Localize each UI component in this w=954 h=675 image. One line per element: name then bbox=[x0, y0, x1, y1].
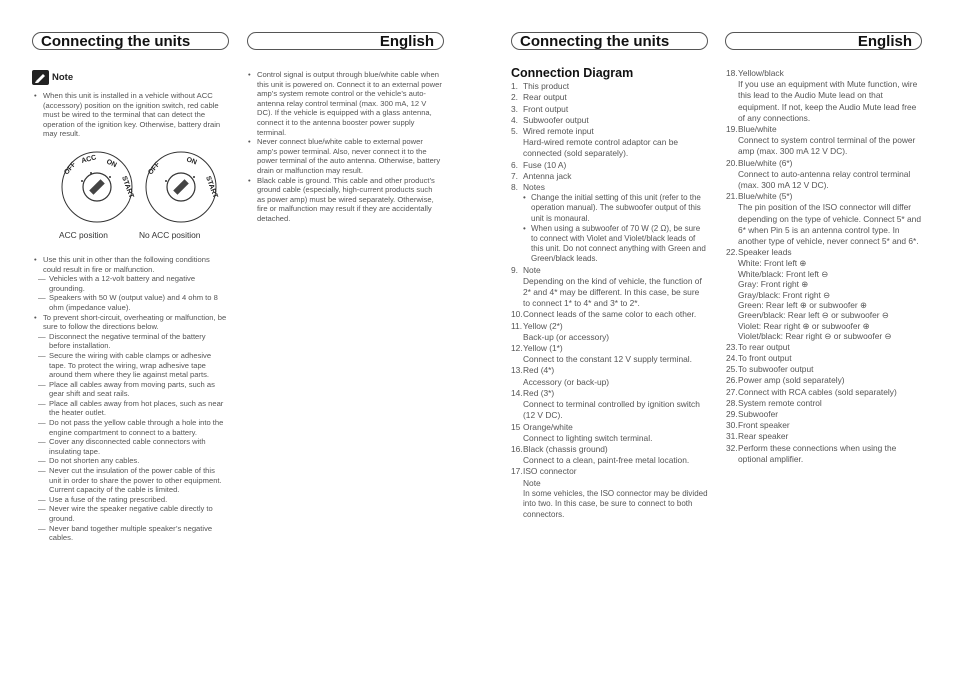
text-fragment: Yellow/black bbox=[738, 68, 784, 78]
diagram-item-sub: Accessory (or back-up) bbox=[523, 376, 610, 387]
text-fragment: 22. bbox=[726, 247, 738, 258]
key-label-on: ON bbox=[185, 156, 198, 167]
diagram-item bbox=[726, 375, 923, 386]
diagram-item bbox=[726, 124, 923, 135]
text-fragment: 1. bbox=[511, 81, 518, 92]
text-fragment: Front speaker bbox=[738, 420, 790, 431]
note-dash: — Never cut the insulation of the power cable of this unit in order to share the power to other equipment. Current capacity of the cable is limited. bbox=[34, 466, 229, 495]
diagram-item bbox=[726, 342, 923, 353]
diagram-item bbox=[511, 126, 708, 137]
note-dash: — Cover any disconnected cable connectors with insulating tape. bbox=[34, 437, 229, 456]
language-label: English bbox=[857, 33, 912, 50]
key-label-acc: ACC bbox=[80, 154, 98, 165]
text-fragment: Front output bbox=[523, 103, 569, 114]
text-fragment: Note bbox=[523, 264, 541, 275]
text-fragment: 16. bbox=[511, 443, 523, 454]
text-fragment: 8. bbox=[511, 182, 518, 193]
text-fragment: 13. bbox=[511, 365, 523, 376]
diagram-item bbox=[511, 388, 708, 399]
note-dash: — Disconnect the negative terminal of the battery before installation. bbox=[34, 332, 229, 351]
key-label-on: ON bbox=[105, 158, 118, 170]
diagram-item bbox=[726, 68, 923, 79]
text-fragment: Red (3*) bbox=[523, 387, 555, 398]
diagram-item-sub: Connect to auto-antenna relay control terminal (max. 300 mA 12 V DC). bbox=[738, 168, 911, 191]
diagram-item bbox=[511, 343, 708, 354]
text-fragment: To front output bbox=[738, 352, 792, 363]
speaker-lead: Gray: Front right ⊕ bbox=[738, 279, 809, 290]
text-fragment: 15 bbox=[511, 421, 521, 432]
speaker-lead: White: Front left ⊕ bbox=[738, 258, 807, 269]
text-fragment: 7. bbox=[511, 170, 518, 181]
text-fragment: 24. bbox=[726, 352, 738, 363]
header-bar-left-lang bbox=[247, 32, 444, 50]
language-label: English bbox=[379, 33, 434, 50]
diagram-item bbox=[511, 466, 708, 477]
text-fragment: System remote control bbox=[738, 397, 822, 408]
diagram-item bbox=[511, 182, 708, 193]
caption-acc: ACC position bbox=[59, 229, 108, 240]
text-fragment: 10. bbox=[511, 309, 523, 320]
caption-no-acc: No ACC position bbox=[139, 229, 201, 240]
text-fragment: 2. bbox=[511, 92, 518, 103]
cable-note: • Black cable is ground. This cable and other product’s ground cable (especially, high-current products such as power amp) must be wired separately. Otherwise, fire or malfunction may result if they are accidentally detached. bbox=[248, 176, 442, 224]
diagram-item bbox=[726, 191, 923, 202]
speaker-lead: Gray/black: Front right ⊖ bbox=[738, 289, 831, 300]
diagram-item-sub: Connect to lighting switch terminal. bbox=[523, 432, 653, 443]
text-fragment: Antenna jack bbox=[523, 170, 572, 181]
header-bar-right-lang bbox=[725, 32, 922, 50]
text-fragment: Red (4*) bbox=[523, 365, 555, 376]
text-fragment: 18. bbox=[726, 68, 738, 78]
header-bar-right bbox=[511, 32, 708, 50]
diagram-item bbox=[511, 160, 708, 171]
key-label-start: START bbox=[204, 175, 219, 200]
text-fragment: Rear speaker bbox=[738, 431, 789, 442]
text-fragment: Wired remote input bbox=[523, 126, 594, 137]
text-fragment: 14. bbox=[511, 387, 523, 398]
diagram-item bbox=[511, 265, 708, 276]
text-fragment: Subwoofer output bbox=[523, 114, 589, 125]
diagram-item bbox=[511, 422, 708, 433]
text-fragment: 17. bbox=[511, 466, 523, 477]
text-fragment: 29. bbox=[726, 408, 738, 419]
note-bullet: • Use this unit in other than the following conditions could result in fire or malfunction. bbox=[34, 255, 229, 274]
text-fragment: Notes bbox=[523, 182, 545, 193]
text-fragment: Rear output bbox=[523, 92, 567, 103]
cable-note: • Control signal is output through blue/white cable when this unit is powered on. Connect it to an external power amp’s system remote control or the vehicle’s auto-antenna relay control terminal (max. 300 mA, 12 V DC). If the vehicle is equipped with a glass antenna, connect it to the antenna booster power supply terminal. bbox=[248, 70, 442, 137]
text-fragment: Power amp (sold separately) bbox=[738, 375, 845, 386]
key-label-off: OFF bbox=[63, 161, 78, 177]
notes-bullet: • Change the initial setting of this unit (refer to the operation manual). The subwoofer output of this unit is monaural. bbox=[511, 193, 708, 224]
diagram-item bbox=[726, 398, 923, 409]
note-title: Note bbox=[52, 71, 74, 83]
note-dash: — Place all cables away from hot places, such as near the heater outlet. bbox=[34, 399, 229, 418]
column-connection-diagram bbox=[511, 68, 708, 521]
diagram-item bbox=[726, 431, 923, 442]
text-fragment: To rear output bbox=[738, 341, 790, 352]
text-fragment: 19. bbox=[726, 124, 738, 135]
note-dash: — Never wire the speaker negative cable directly to ground. bbox=[34, 504, 229, 523]
diagram-item-sub: Hard-wired remote control adaptor can be connected (sold separately). bbox=[523, 137, 679, 159]
note-dash: — Do not shorten any cables. bbox=[34, 456, 229, 466]
diagram-item bbox=[511, 81, 708, 92]
diagram-item bbox=[511, 92, 708, 103]
speaker-lead: White/black: Front left ⊖ bbox=[738, 268, 829, 279]
diagram-item bbox=[726, 409, 923, 420]
diagram-item bbox=[726, 364, 923, 375]
diagram-item bbox=[511, 104, 708, 115]
diagram-item bbox=[511, 171, 708, 182]
column-leads bbox=[726, 68, 923, 465]
speaker-lead: Violet: Rear right ⊕ or subwoofer ⊕ bbox=[738, 320, 870, 331]
connection-diagram-title: Connection Diagram bbox=[511, 66, 634, 80]
note-intro: • When this unit is installed in a vehicle without ACC (accessory) position on the ignition switch, red cable must be wired to the terminal that can detect the operation of the ignition key. Otherwise, battery drain may result. bbox=[34, 91, 229, 139]
text-fragment: 27. bbox=[726, 386, 738, 397]
text-fragment: 11. bbox=[511, 320, 523, 331]
iso-note: In some vehicles, the ISO connector may be divided into two. In this case, be sure to connect to both connectors. bbox=[523, 488, 708, 519]
diagram-item bbox=[726, 443, 923, 465]
note-heading bbox=[32, 70, 229, 85]
diagram-item bbox=[726, 353, 923, 364]
diagram-item bbox=[726, 387, 923, 398]
text-fragment: Orange/white bbox=[523, 421, 573, 432]
note-dash: — Do not pass the yellow cable through a hole into the engine compartment to connect to a battery. bbox=[34, 418, 229, 437]
section-title: Connecting the units bbox=[520, 33, 670, 50]
text-fragment: 31. bbox=[726, 431, 738, 442]
header-bar-left bbox=[32, 32, 229, 50]
diagram-item-sub: Connect to system control terminal of the power amp (max. 300 mA 12 V DC). bbox=[738, 135, 916, 157]
text-fragment: 21. bbox=[726, 191, 738, 202]
key-label-off: OFF bbox=[147, 161, 162, 177]
speaker-lead: Green/black: Rear left ⊖ or subwoofer ⊖ bbox=[738, 310, 889, 321]
speaker-lead: Green: Rear left ⊕ or subwoofer ⊕ bbox=[738, 300, 868, 311]
note-dash: — Use a fuse of the rating prescribed. bbox=[34, 495, 229, 505]
text-fragment: 25. bbox=[726, 364, 738, 375]
diagram-item-sub: If you use an equipment with Mute function, wire this lead to the Audio Mute lead on that equipment. If not, keep the Audio Mute lead free of any connections. bbox=[738, 79, 918, 123]
text-fragment: Perform these connections when using the optional amplifier. bbox=[738, 442, 897, 464]
speaker-lead: Violet/black: Rear right ⊖ or subwoofer ⊖ bbox=[738, 331, 892, 342]
text-fragment: 9. bbox=[511, 264, 518, 275]
note-icon bbox=[32, 70, 49, 85]
text-fragment: This product bbox=[523, 81, 570, 92]
text-fragment: Speaker leads bbox=[738, 247, 792, 258]
diagram-item bbox=[726, 158, 923, 169]
note-dash: — Speakers with 50 W (output value) and 4 ohm to 8 ohm (impedance value). bbox=[34, 293, 229, 312]
cable-note: • Never connect blue/white cable to external power amp’s power terminal. Also, never connect it to the power terminal of the auto antenna. Otherwise, battery drain or malfunction may result. bbox=[248, 137, 442, 175]
text-fragment: Fuse (10 A) bbox=[523, 159, 567, 170]
key-label-start: START bbox=[120, 175, 135, 200]
diagram-item-sub: Connect to terminal controlled by ignition switch (12 V DC). bbox=[523, 399, 700, 421]
ignition-switch-acc-illustration bbox=[52, 147, 142, 227]
text-fragment: 20. bbox=[726, 157, 738, 168]
notes-bullet: • When using a subwoofer of 70 W (2 Ω), be sure to connect with Violet and Violet/black leads of this unit. Do not connect anything with Green and Green/black leads. bbox=[511, 224, 708, 265]
diagram-item-sub: Connect to a clean, paint-free metal location. bbox=[523, 455, 690, 466]
text-fragment: 28. bbox=[726, 397, 738, 408]
diagram-item-sub: Depending on the kind of vehicle, the function of 2* and 4* may be different. In this case, be sure to connect 1* to 4* and 3* to 2*. bbox=[523, 275, 702, 309]
text-fragment: 5. bbox=[511, 126, 518, 137]
note-dash: — Vehicles with a 12-volt battery and negative grounding. bbox=[34, 274, 229, 293]
note-dash: — Place all cables away from moving parts, such as gear shift and seat rails. bbox=[34, 380, 229, 399]
text-fragment: Connect with RCA cables (sold separately) bbox=[738, 386, 897, 397]
text-fragment: Yellow (2*) bbox=[523, 320, 563, 331]
diagram-item-sub: The pin position of the ISO connector will differ depending on the type of vehicle. Connect 5* and 6* when Pin 5 is an antenna control type. In another type of vehicle, never connect 5* and 6*. bbox=[738, 202, 921, 247]
text-fragment: Blue/white (5*) bbox=[738, 191, 793, 202]
text-fragment: 30. bbox=[726, 420, 738, 431]
diagram-item-sub: Back-up (or accessory) bbox=[523, 331, 610, 342]
text-fragment: Connect leads of the same color to each other. bbox=[523, 309, 697, 320]
ignition-diagrams bbox=[32, 143, 229, 243]
text-fragment: 12. bbox=[511, 343, 523, 354]
diagram-item bbox=[726, 420, 923, 431]
diagram-item-sub: Connect to the constant 12 V supply terminal. bbox=[523, 354, 692, 365]
note-dash: — Never band together multiple speaker’s negative cables. bbox=[34, 524, 229, 543]
text-fragment: 26. bbox=[726, 375, 738, 386]
diagram-item bbox=[511, 321, 708, 332]
text-fragment: Yellow (1*) bbox=[523, 343, 563, 354]
column-cable-notes bbox=[248, 70, 442, 224]
text-fragment: 4. bbox=[511, 114, 518, 125]
text-fragment: Blue/white (6*) bbox=[738, 157, 793, 168]
diagram-item bbox=[511, 115, 708, 126]
section-title: Connecting the units bbox=[41, 33, 191, 50]
diagram-item bbox=[511, 365, 708, 376]
text-fragment: 3. bbox=[511, 103, 518, 114]
note-bullet: • To prevent short-circuit, overheating or malfunction, be sure to follow the directions below. bbox=[34, 313, 229, 332]
text-fragment: 32. bbox=[726, 442, 738, 453]
text-fragment: ISO connector bbox=[523, 466, 577, 477]
ignition-switch-no-acc-illustration bbox=[136, 147, 226, 227]
text-fragment: Blue/white bbox=[738, 124, 777, 135]
text-fragment: 6. bbox=[511, 159, 518, 170]
text-fragment: To subwoofer output bbox=[738, 364, 814, 375]
note-dash: — Secure the wiring with cable clamps or adhesive tape. To protect the wiring, wrap adhesive tape around them where they lie against metal parts. bbox=[34, 351, 229, 380]
column-note bbox=[32, 70, 229, 543]
diagram-item-sub: Note bbox=[523, 477, 541, 488]
text-fragment: Subwoofer bbox=[738, 408, 779, 419]
text-fragment: Black (chassis ground) bbox=[523, 443, 608, 454]
text-fragment: 23. bbox=[726, 341, 738, 352]
diagram-item bbox=[726, 247, 923, 258]
diagram-item bbox=[511, 309, 708, 320]
diagram-item bbox=[511, 444, 708, 455]
